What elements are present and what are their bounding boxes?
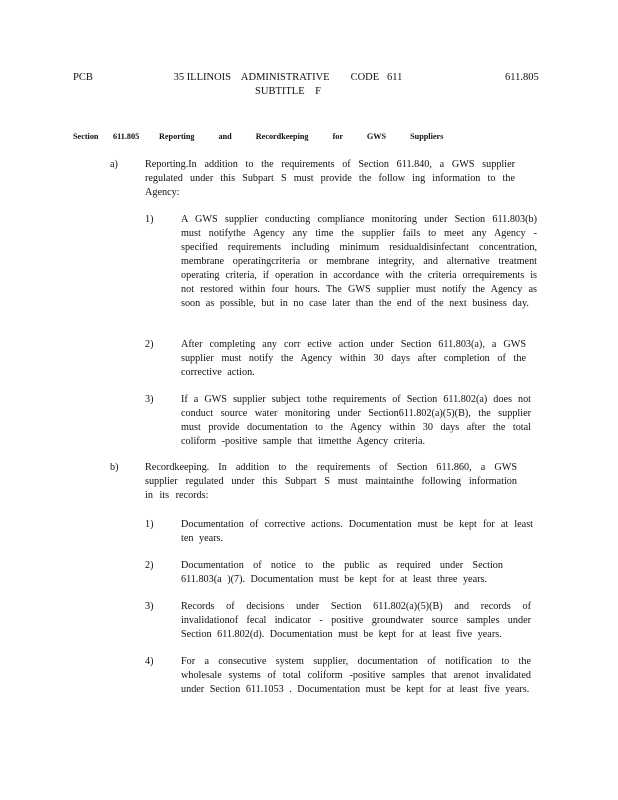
item-b4-text: For a consecutive system supplier, documentation of notification to the wholesale systems of total coliform -positive samples that arenot invalidated under Section 611.1053 . Documentation must be kept for at least five years. xyxy=(181,656,531,695)
item-b-text: Recordkeeping. In addition to the requirements of Section 611.860, a GWS supplier regulated under this Subpart S must maintainthe following information in its records: xyxy=(145,462,517,501)
item-b3-label: 3) xyxy=(145,601,154,612)
item-b2-label: 2) xyxy=(145,560,154,571)
header-left: PCB xyxy=(73,72,93,83)
item-a-text: Reporting.In addition to the requirements of Section 611.840, a GWS supplier regulated under this Subpart S must provide the follow ing information to the Agency: xyxy=(145,159,515,198)
section-number: 611.805 xyxy=(113,132,140,141)
item-a2-text: After completing any corr ective action under Section 611.803(a), a GWS supplier must notify the Agency within 30 days after completion of the corrective action. xyxy=(181,339,526,378)
section-title: Reporting and Recordkeeping for GWS Suppliers xyxy=(159,132,444,141)
item-a1-label: 1) xyxy=(145,214,154,225)
item-a1-text: A GWS supplier conducting compliance monitoring under Section 611.803(b) must notifythe Agency any time the supplier fails to meet any Agency -specified requirements including minimum residualdisinfectant concentration, membrane operatingcriteria or membrane integrity, and alternative treatment operating criteria, if operation in accordance with the criteria orrequirements is not restored within four hours. The GWS supplier must notify the Agency as soon as possible, but in no case later than the end of the next business day. xyxy=(181,214,537,309)
item-a2-label: 2) xyxy=(145,339,154,350)
item-b1-label: 1) xyxy=(145,519,154,530)
item-a-label: a) xyxy=(110,159,118,170)
item-b-label: b) xyxy=(110,462,119,473)
section-word: Section xyxy=(73,132,99,141)
item-b4-label: 4) xyxy=(145,656,154,667)
item-b1-text: Documentation of corrective actions. Documentation must be kept for at least ten years. xyxy=(181,519,533,544)
header-right: 611.805 xyxy=(505,72,539,83)
item-a3-text: If a GWS supplier subject tothe requirements of Section 611.802(a) does not conduct source water monitoring under Section611.802(a)(5)(B), the supplier must provide documentation to the Agency within 30 days after the total coliform -positive sample that itmetthe Agency criteria. xyxy=(181,394,531,447)
item-b2-text: Documentation of notice to the public as required under Section 611.803(a )(7). Documentation must be kept for at least three years. xyxy=(181,560,503,585)
item-b3-text: Records of decisions under Section 611.802(a)(5)(B) and records of invalidationof fecal indicator - positive groundwater source samples under Section 611.802(d). Documentation must be kept for at least five years. xyxy=(181,601,531,640)
header-center-line1: 35 ILLINOIS ADMINISTRATIVE CODE 611 xyxy=(173,72,403,83)
header-center-line2: SUBTITLE F xyxy=(255,86,321,97)
item-a3-label: 3) xyxy=(145,394,154,405)
